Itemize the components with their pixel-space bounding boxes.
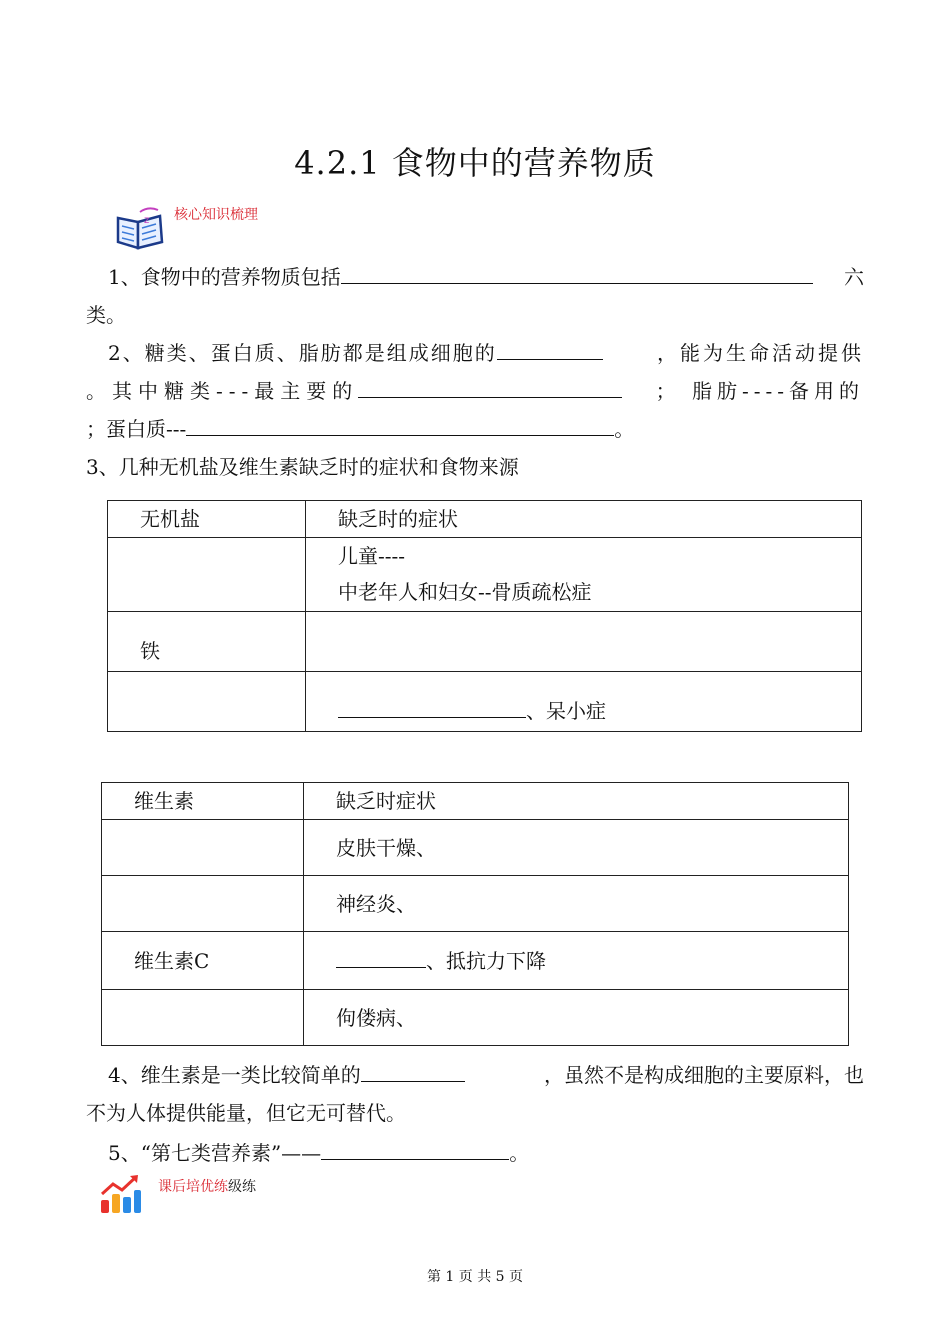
table2-header-symptom: 缺乏时症状 bbox=[336, 789, 436, 813]
table1-row3-symptom bbox=[306, 693, 861, 731]
table2-row4-vitamin-blank[interactable] bbox=[102, 990, 304, 1046]
question-4-line2: 不为人体提供能量，但它无可替代。 bbox=[86, 1101, 406, 1125]
q2-text-6: 。 bbox=[614, 417, 635, 441]
question-2 bbox=[86, 334, 864, 372]
table1-row1-symptom-elderly: 中老年人和妇女--骨质疏松症 bbox=[338, 580, 592, 604]
question-1 bbox=[86, 258, 864, 296]
question-2-line3 bbox=[86, 410, 864, 448]
q2-text-4: ； 脂肪----备用的 bbox=[655, 379, 864, 403]
section-core-knowledge-label: 核心知识梳理 bbox=[174, 207, 258, 223]
q2-answer-blank-1[interactable] bbox=[497, 337, 603, 360]
q4-text: 4、维生素是一类比较简单的 bbox=[108, 1063, 361, 1087]
question-3: 3、几种无机盐及维生素缺乏时的症状和食物来源 bbox=[86, 455, 519, 479]
question-1-line2: 类。 bbox=[86, 303, 126, 327]
table2-row4-symptom: 佝偻病、 bbox=[336, 1005, 416, 1030]
q4-suffix: ，虽然不是构成细胞的主要原料，也 bbox=[544, 1063, 864, 1087]
question-4 bbox=[86, 1056, 864, 1094]
q5-answer-blank[interactable] bbox=[321, 1137, 509, 1160]
table2-row1-vitamin-blank[interactable] bbox=[102, 820, 304, 876]
question-5 bbox=[86, 1134, 864, 1172]
table2-row3-vitamin: 维生素C bbox=[134, 948, 210, 973]
q1-answer-blank[interactable] bbox=[341, 261, 813, 284]
q2-text-1: 2、糖类、蛋白质、脂肪都是组成细胞的 bbox=[108, 341, 497, 365]
table1-row3-mineral-blank[interactable] bbox=[108, 672, 306, 732]
table1-row3-answer-blank[interactable] bbox=[338, 695, 526, 718]
section-practice-label-suffix: 级练 bbox=[228, 1179, 256, 1195]
table2-row3-symptom bbox=[304, 943, 848, 979]
vitamins-table bbox=[101, 782, 849, 1046]
table1-row2-symptom-blank[interactable] bbox=[306, 612, 862, 672]
minerals-table bbox=[107, 500, 862, 732]
table2-row3-answer-blank[interactable] bbox=[336, 945, 426, 968]
q1-suffix: 六 bbox=[844, 265, 864, 289]
table1-header-mineral: 无机盐 bbox=[140, 507, 200, 531]
table2-header-vitamin: 维生素 bbox=[134, 789, 194, 813]
q1-text: 1、食物中的营养物质包括 bbox=[108, 265, 341, 289]
book-icon bbox=[114, 206, 166, 250]
question-2-line2 bbox=[86, 372, 864, 410]
q5-text: 5、“第七类营养素”—— bbox=[108, 1141, 322, 1165]
table2-row3-suffix: 、抵抗力下降 bbox=[426, 948, 546, 973]
q2-answer-blank-2[interactable] bbox=[358, 375, 622, 398]
page-footer: 第 1 页 共 5 页 bbox=[426, 1269, 524, 1285]
table1-row2-mineral: 铁 bbox=[140, 639, 160, 663]
svg-text:z: z bbox=[144, 215, 150, 226]
q2-text-2: ，能为生命活动提供 bbox=[657, 341, 864, 365]
table2-row2-symptom: 神经炎、 bbox=[336, 891, 416, 916]
q5-suffix: 。 bbox=[509, 1141, 530, 1165]
growth-chart-icon bbox=[100, 1172, 142, 1214]
q2-text-5: ；蛋白质--- bbox=[86, 417, 187, 441]
table1-row1-mineral-blank[interactable] bbox=[108, 538, 306, 612]
table2-row1-symptom: 皮肤干燥、 bbox=[336, 835, 436, 860]
page-title: 4.2.1 食物中的营养物质 bbox=[294, 144, 656, 182]
section-practice-label-red: 课后培优练 bbox=[158, 1179, 228, 1195]
table1-row1-symptom-children: 儿童---- bbox=[338, 544, 406, 568]
q4-answer-blank[interactable] bbox=[361, 1059, 465, 1082]
q2-answer-blank-3[interactable] bbox=[186, 413, 614, 436]
table1-header-symptom: 缺乏时的症状 bbox=[338, 507, 458, 531]
table1-row3-suffix: 、呆小症 bbox=[526, 699, 606, 723]
section-practice-label bbox=[158, 1176, 256, 1196]
q2-text-3: 。其中糖类---最主要的 bbox=[86, 379, 359, 403]
table2-row2-vitamin-blank[interactable] bbox=[102, 876, 304, 932]
